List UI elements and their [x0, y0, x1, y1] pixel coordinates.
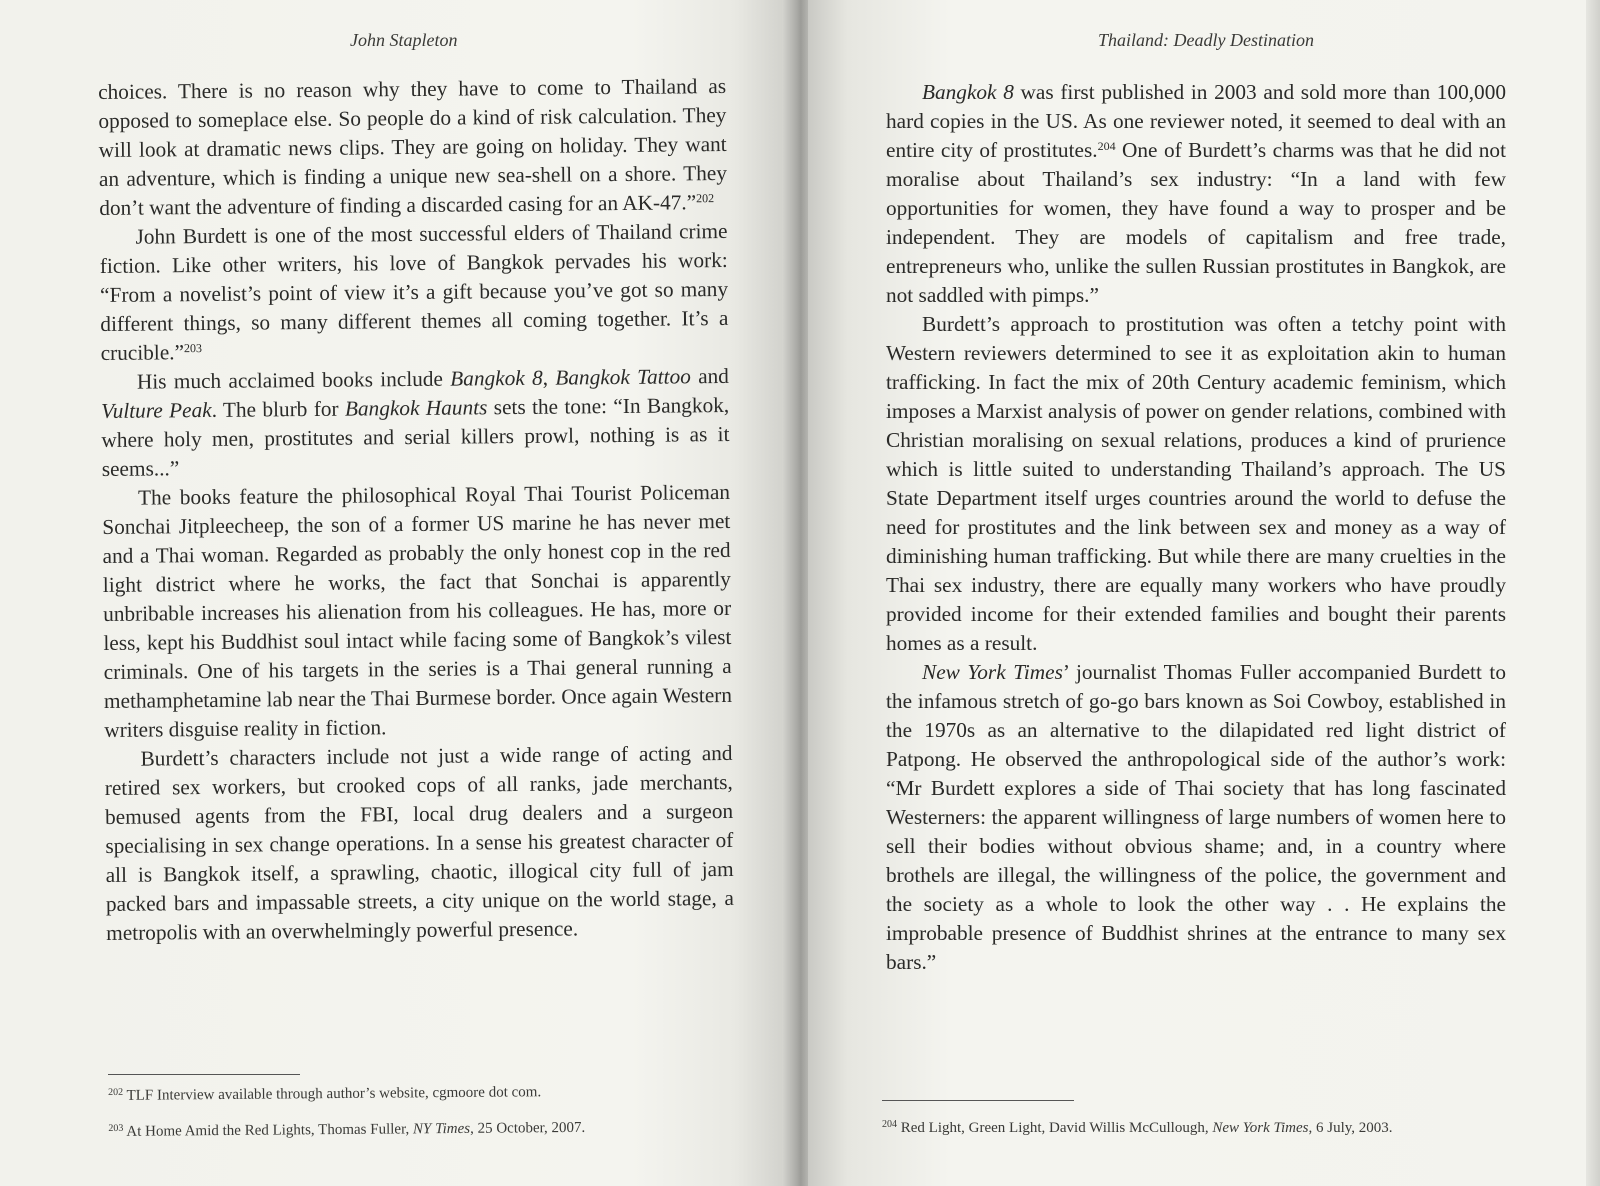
paragraph: Burdett’s characters include not just a wide range of acting and retired sex workers, but crooked cops of all ranks, jade merchants, bemused agents from the FBI, local drug dealers and a surgeon specialising in sex change operations. In a sense his greatest character of all is Bangkok itself, a sprawling, chaotic, illogical city full of jam packed bars and impassable streets, a city unique on the world stage, a metropolis with an overwhelmingly powerful presence.: [104, 740, 735, 945]
right-body-text: [886, 78, 1506, 977]
running-head-right: Thailand: Deadly Destination: [1098, 30, 1314, 50]
paragraph: The books feature the philosophical Royal Thai Tourist Policeman Sonchai Jitpleecheep, the son of a former US marine he has never met and a Thai woman. Regarded as probably the only honest cop in the red light district where he works, the fact that Sonchai is apparently unbribable increases his alienation from his colleagues. He has, more or less, kept his Buddhist soul intact while facing some of Bangkok’s vilest criminals. One of his targets in the series is a Thai general running a methamphetamine lab near the Thai Burmese border. Once again Western writers disguise reality in fiction.: [102, 479, 733, 742]
paragraph: His much acclaimed books include Bangkok 8, Bangkok Tattoo and Vulture Peak. The blurb for Bangkok Haunts sets the tone: “In Bangkok, where holy men, prostitutes and serial killers prowl, nothing is as it seems...”: [101, 363, 730, 481]
left-page: [0, 0, 790, 1186]
paragraph: Burdett’s approach to prostitution was often a tetchy point with Western reviewers determined to see it as exploitation akin to human trafficking. In fact the mix of 20th Century academic feminism, which imposes a Marxist analysis of power on gender relations, combined with Christian moralising on sexual relations, produces a kind of prurience which is little suited to understanding Thailand’s approach. The US State Department itself urges countries around the world to defuse the need for prostitutes and the link between sex and money as a way of diminishing human trafficking. But while there are many cruelties in the Thai sex industry, there are equally many workers who have proudly provided income for their extended families and bought their parents homes as a result.: [886, 312, 1506, 655]
right-footnotes: [882, 1118, 1522, 1154]
paragraph: New York Times’ journalist Thomas Fuller accompanied Burdett to the infamous stretch of go-go bars known as Soi Cowboy, established in the 1970s as an alternative to the dilapidated red light district of Patpong. He observed the anthropological side of the author’s work: “Mr Burdett explores a side of Thai society that has long fascinated Westerners: the apparent willingness of large numbers of women here to sell their bodies without obvious shame; and, in a country where brothels are illegal, the willingness of the police, the government and the society as a whole to look the other way . . He explains the improbable presence of Buddhist shrines at the entrance to many sex bars.”: [886, 660, 1506, 974]
paragraph: John Burdett is one of the most successful elders of Thailand crime fiction. Like other writers, his love of Bangkok pervades his work: “From a novelist’s point of view it’s a gift because you’ve got so many different things, so many different themes all coming together. It’s a crucible.”$^{203}$: [99, 218, 729, 365]
left-footnotes: [108, 1081, 709, 1158]
footnote-ref: 204: [1097, 139, 1116, 153]
paragraph: Bangkok 8 was first published in 2003 and sold more than 100,000 hard copies in the US. As one reviewer noted, it seemed to deal with an entire city of prostitutes.$^{204}$ One of Burdett’s charms was that he did not moralise about Thailand’s sex industry: “In a land with few opportunities for women, they have found a way to prosper and be independent. They are models of capitalism and free trade, entrepreneurs who, unlike the sullen Russian prostitutes in Bangkok, are not saddled with pimps.”: [886, 80, 1506, 307]
footnote: $^{204}$ Red Light, Green Light, David Willis McCullough, New York Times, 6 July, 2003.: [882, 1119, 1393, 1136]
footnote-ref: 202: [696, 191, 715, 206]
footnote-divider: [882, 1100, 1074, 1101]
footnote-divider: [108, 1074, 300, 1075]
running-head-left: John Stapleton: [350, 30, 458, 50]
footnote-ref: 203: [183, 341, 203, 356]
footnote: $^{203}$ At Home Amid the Red Lights, Thomas Fuller, NY Times, 25 October, 2007.: [108, 1119, 586, 1140]
left-body-text: [98, 72, 734, 948]
footnote: $^{202}$ TLF Interview available through author’s website, cgmoore dot com.: [108, 1084, 542, 1104]
right-page: [808, 0, 1600, 1186]
page-edge: [1586, 0, 1600, 1186]
paragraph: choices. There is no reason why they have to come to Thailand as opposed to someplace else. So people do a kind of risk calculation. They will look at dramatic news clips. They are going on holiday. They want an adventure, which is finding a unique new sea-shell on a shore. They don’t want the adventure of finding a discarded casing for an AK-47.”$^{202}$: [98, 73, 728, 220]
